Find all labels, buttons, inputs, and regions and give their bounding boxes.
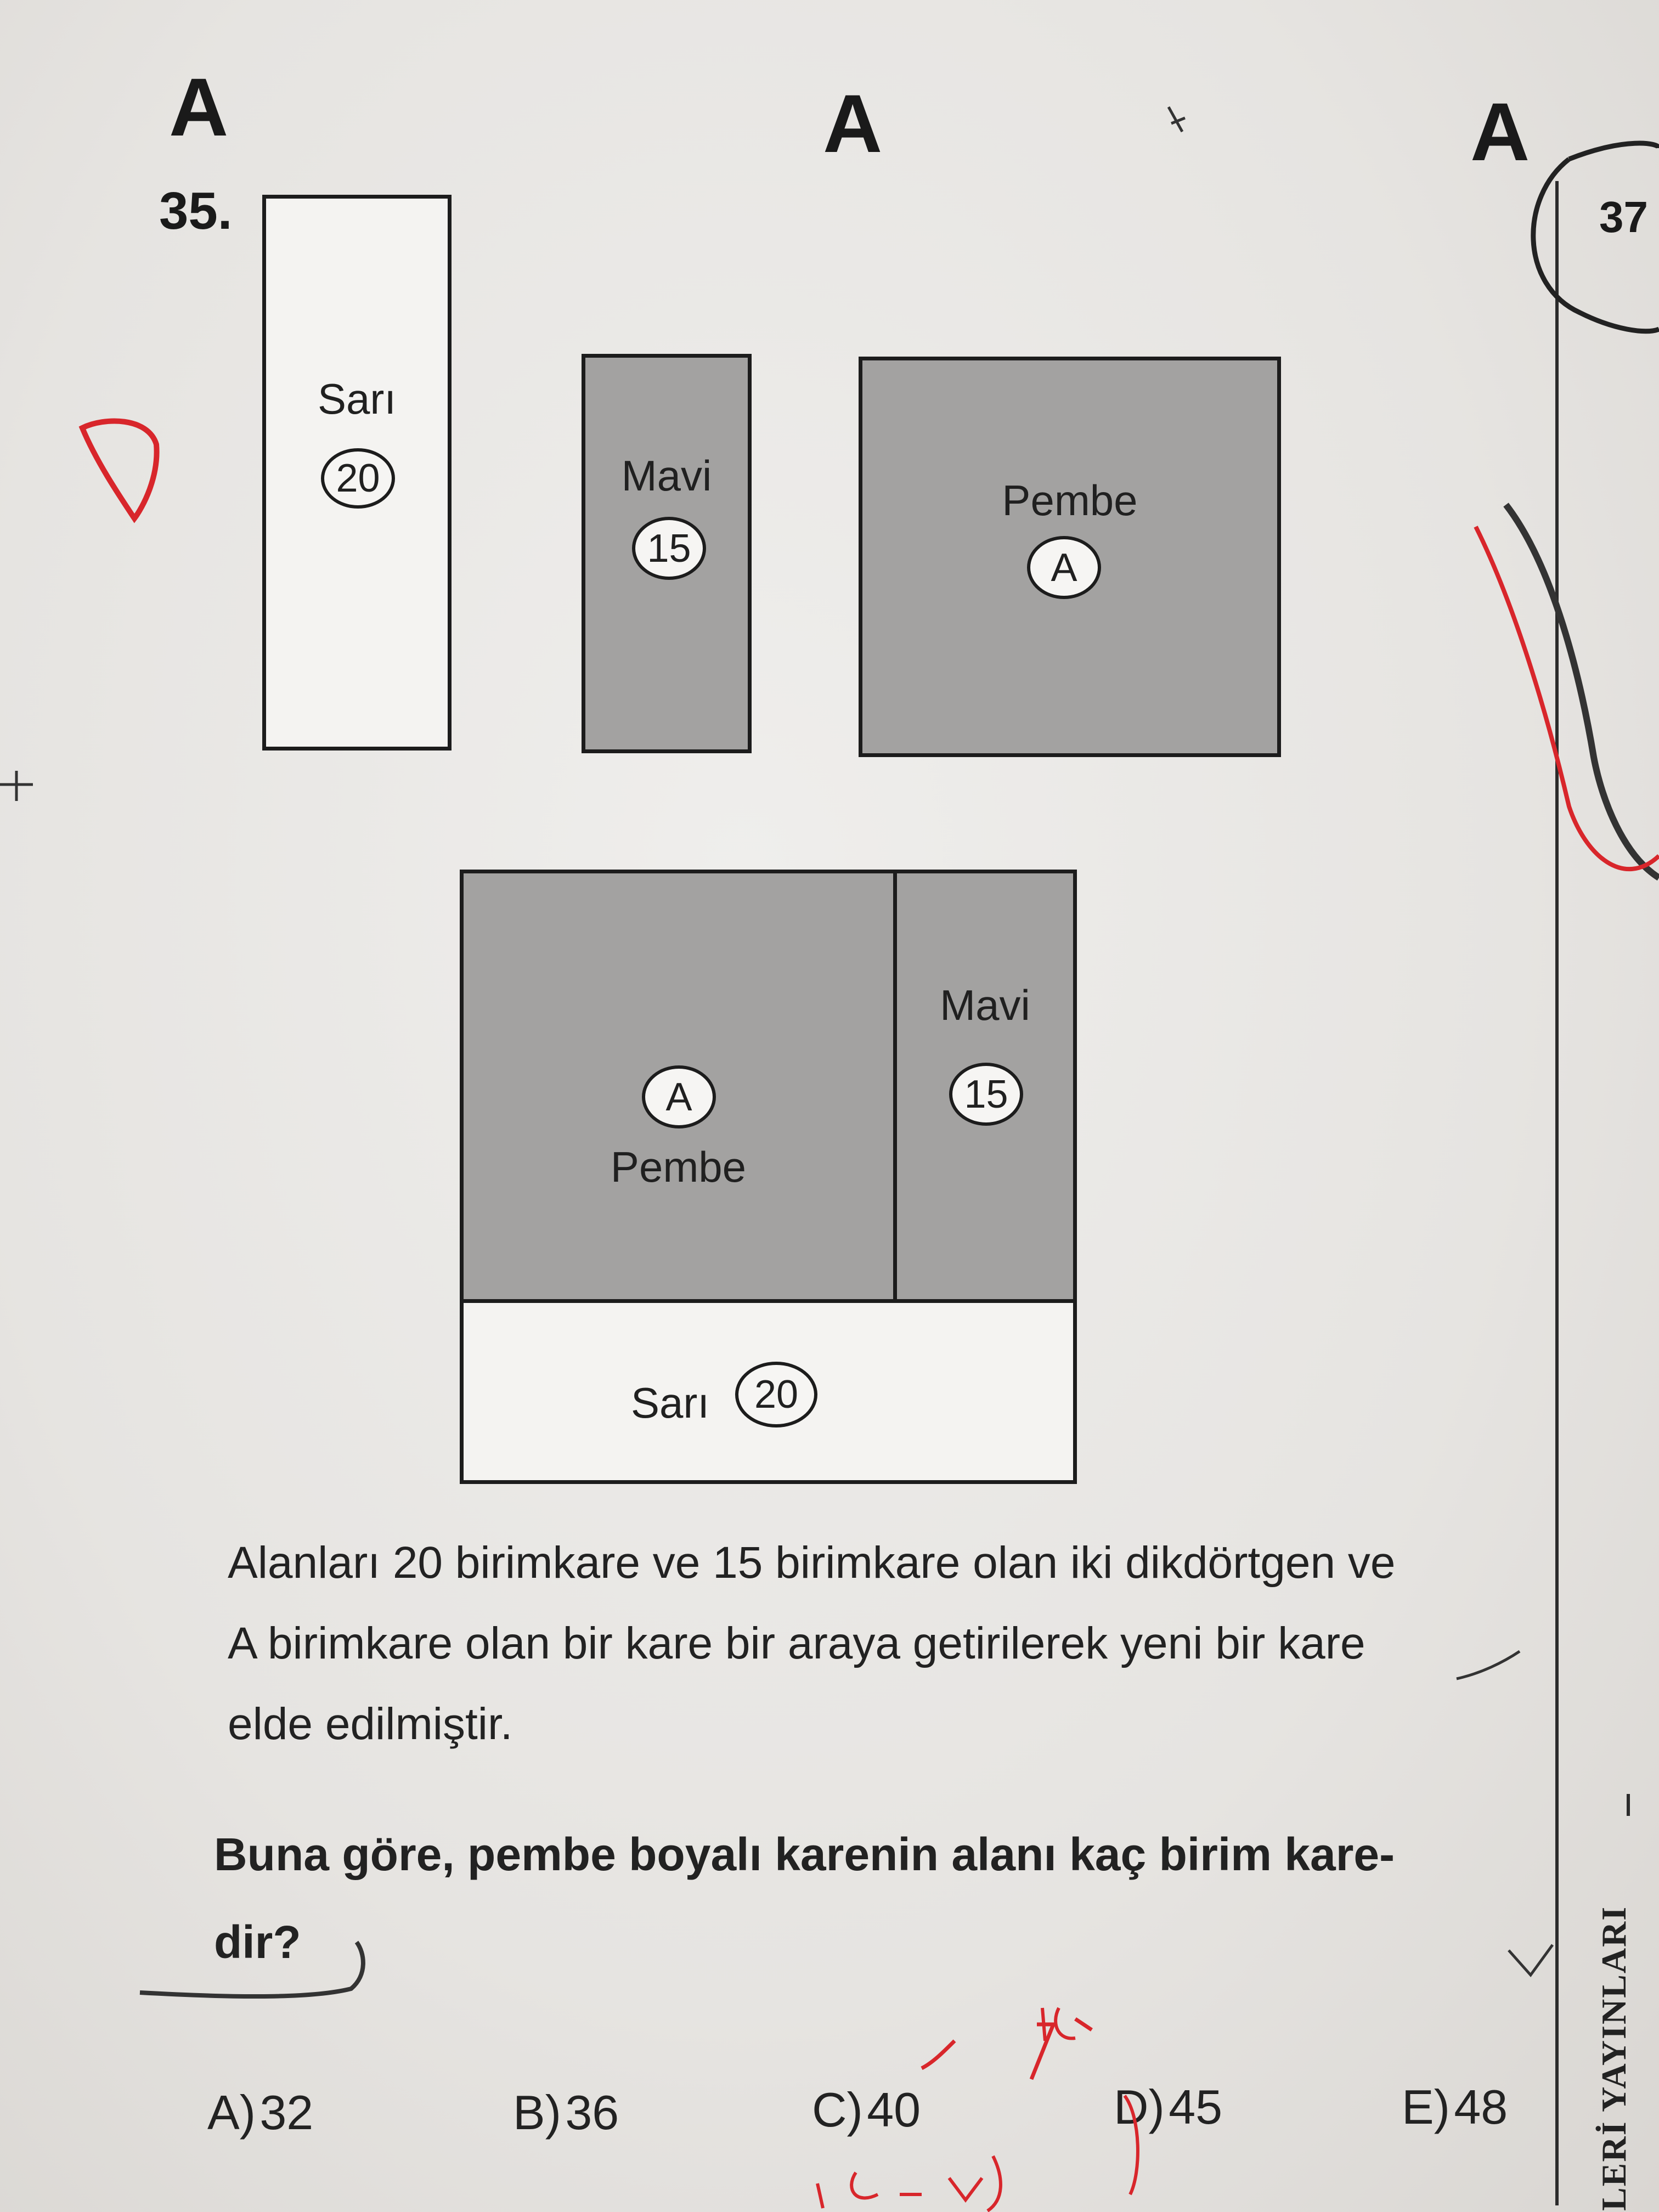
page-number: 37 — [1599, 193, 1648, 241]
option-a-label: A) — [207, 2085, 256, 2140]
page-number-circle — [1533, 143, 1659, 331]
red-working-notes — [817, 2096, 1138, 2211]
pembe-label: Pembe — [1002, 476, 1138, 524]
option-e-label: E) — [1402, 2080, 1450, 2134]
publisher-side-text: LERİ YAYINLARI — [1594, 1905, 1633, 2211]
question-number: 35. — [159, 182, 233, 240]
sari-label: Sarı — [317, 375, 397, 423]
combined-sari-label: Sarı — [631, 1379, 710, 1427]
pembe-value-circle: A — [1027, 536, 1101, 599]
option-a-value: 32 — [259, 2085, 314, 2140]
question-text-line: A birimkare olan bir kare bir araya getirilerek yeni bir kare — [228, 1618, 1365, 1668]
sari-value-circle: 20 — [321, 448, 395, 509]
red-curve — [1476, 527, 1659, 869]
red-check — [922, 2041, 955, 2068]
combined-mavi-label: Mavi — [940, 981, 1030, 1029]
mavi-value-circle: 15 — [632, 517, 706, 580]
combined-pembe-label: Pembe — [610, 1143, 747, 1191]
option-d-label: D) — [1114, 2080, 1165, 2134]
pencil-check — [1509, 1945, 1553, 1975]
booklet-mark-left: A — [169, 61, 229, 153]
combined-mavi-value-circle: 15 — [949, 1063, 1023, 1126]
booklet-mark-center: A — [823, 77, 883, 170]
pencil-scribble — [1457, 1651, 1520, 1679]
option-b-value: 36 — [565, 2085, 619, 2140]
booklet-mark-right: A — [1470, 86, 1530, 178]
mavi-label: Mavi — [621, 452, 712, 500]
option-d-value: 45 — [1169, 2080, 1223, 2134]
question-prompt-line: dir? — [214, 1916, 301, 1968]
option-c-label: C) — [812, 2083, 863, 2137]
margin-cross — [0, 771, 33, 801]
question-prompt-line: Buna göre, pembe boyalı karenin alanı kaç birim kare- — [214, 1829, 1395, 1880]
answer-underline — [140, 1942, 363, 1996]
question-text-line: elde edilmiştir. — [228, 1699, 513, 1749]
option-b-label: B) — [513, 2085, 561, 2140]
combined-sari-value-circle: 20 — [735, 1362, 817, 1427]
question-text-line: Alanları 20 birimkare ve 15 birimkare olan iki dikdörtgen ve — [228, 1538, 1396, 1588]
option-e-value: 48 — [1454, 2080, 1508, 2134]
red-scribble — [1031, 2019, 1092, 2079]
option-c-value: 40 — [867, 2083, 921, 2137]
red-leaf-mark — [82, 421, 157, 518]
pencil-tick — [1169, 107, 1185, 132]
combined-pembe-value-circle: A — [642, 1065, 716, 1128]
pencil-curve — [1506, 505, 1659, 878]
